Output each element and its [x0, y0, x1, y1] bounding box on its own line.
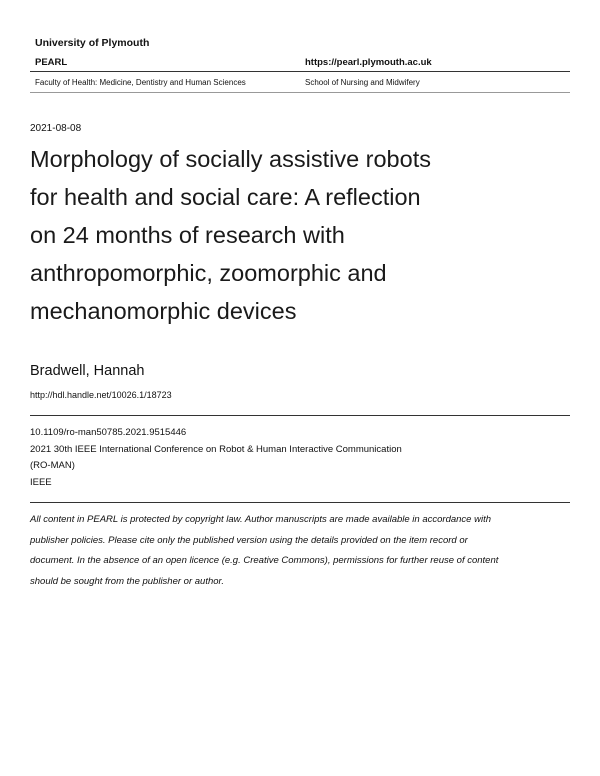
publication-date: 2021-08-08 — [30, 123, 82, 134]
publisher: IEEE — [30, 476, 52, 488]
faculty-divider — [30, 92, 570, 93]
repository-name: PEARL — [35, 57, 68, 68]
title-line: Morphology of socially assistive robots — [30, 146, 431, 172]
title-line: mechanomorphic devices — [30, 298, 297, 324]
title-line: anthropomorphic, zoomorphic and — [30, 260, 387, 286]
school-name: School of Nursing and Midwifery — [305, 78, 420, 87]
institution-name: University of Plymouth — [35, 37, 150, 49]
notice-line: document. In the absence of an open licence (e.g. Creative Commons), permissions for further reuse of content — [30, 555, 499, 566]
metadata-divider — [30, 415, 570, 416]
copyright-notice — [30, 510, 575, 592]
metadata-block — [30, 425, 402, 491]
notice-divider — [30, 502, 570, 503]
repository-url-link[interactable]: https://pearl.plymouth.ac.uk — [305, 57, 432, 68]
document-title — [30, 140, 550, 330]
handle-link[interactable]: http://hdl.handle.net/10026.1/18723 — [30, 390, 172, 400]
faculty-name: Faculty of Health: Medicine, Dentistry and Human Sciences — [35, 78, 246, 87]
notice-line: publisher policies. Please cite only the published version using the details provided on the item record or — [30, 534, 468, 546]
doi: 10.1109/ro-man50785.2021.9515446 — [30, 427, 187, 438]
title-line: on 24 months of research with — [30, 222, 345, 248]
author-name: Bradwell, Hannah — [30, 363, 145, 379]
notice-line: All content in PEARL is protected by copyright law. Author manuscripts are made available in accordance with — [30, 514, 491, 525]
title-line: for health and social care: A reflection — [30, 184, 421, 210]
conference-abbrev: (RO-MAN) — [30, 460, 75, 471]
header-divider — [30, 71, 570, 72]
conference-name: 2021 30th IEEE International Conference on Robot & Human Interactive Communication — [30, 443, 402, 455]
notice-line: should be sought from the publisher or author. — [30, 575, 224, 587]
